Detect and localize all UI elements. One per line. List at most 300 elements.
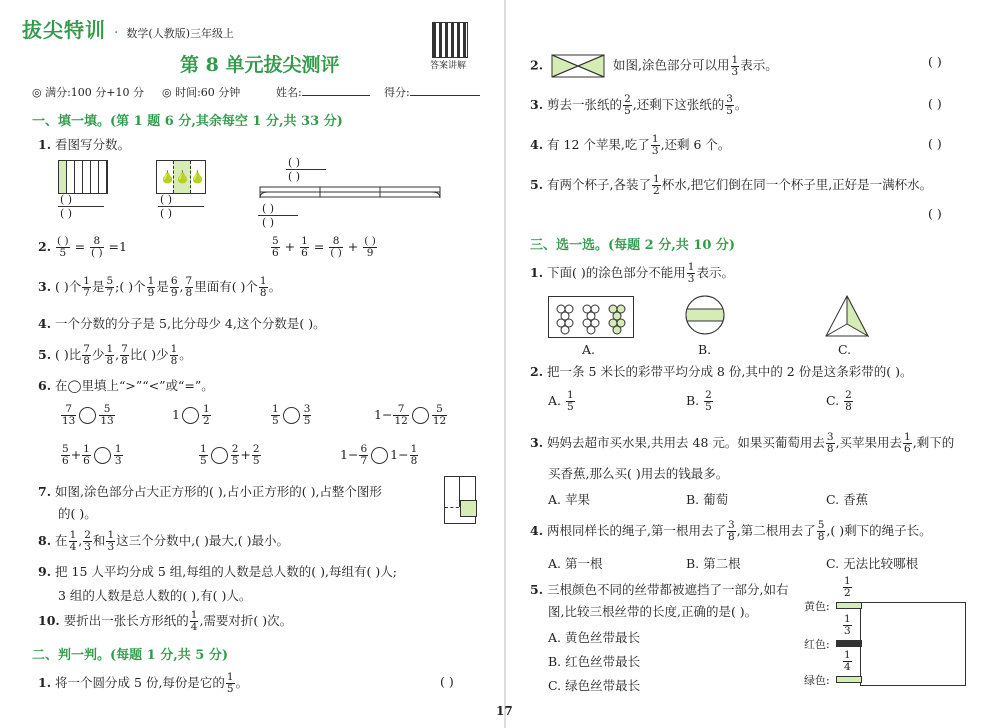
question-number: 2.	[38, 239, 52, 254]
choice-5-line-1	[530, 580, 789, 598]
text-segment: 三根颜色不同的丝带都被遮挡了一部分,如右	[547, 582, 789, 597]
ribbon-green-label: 绿色:	[804, 674, 830, 687]
fraction-numerator: 7	[393, 404, 408, 416]
choice-4-option-c[interactable]: C. 无法比较哪根	[826, 556, 919, 571]
fraction-denominator: 8	[106, 355, 114, 367]
fraction-denominator: 8	[83, 355, 90, 367]
fraction-numerator: 2	[231, 443, 239, 455]
fraction-denominator: 8	[845, 401, 852, 413]
fraction-numerator: 1	[106, 343, 114, 355]
page-gutter	[504, 0, 506, 728]
fraction-numerator: 1	[687, 261, 695, 273]
text-segment: 。	[179, 347, 192, 362]
text-segment: 是	[91, 279, 105, 294]
fraction-numerator: ( )	[57, 235, 69, 247]
text-segment: =1	[108, 239, 127, 254]
text-segment: +	[240, 447, 251, 462]
judge-5-prompt	[530, 174, 932, 197]
fraction	[105, 344, 114, 367]
fraction-denominator: 13	[62, 415, 76, 427]
q1-answer-3a-den[interactable]: ( )	[288, 170, 301, 183]
q6-prompt	[38, 376, 214, 394]
question-number: 1.	[530, 265, 544, 280]
q6-compare-5[interactable]	[60, 444, 124, 467]
q1-figure-pears: 🍐 🍐 🍐	[156, 160, 206, 194]
text-segment: 。	[235, 675, 249, 690]
q1-answer-2-den[interactable]: ( )	[160, 207, 173, 220]
q1-answer-3b-den[interactable]: ( )	[262, 216, 275, 229]
q1-figure-line	[258, 184, 442, 200]
fraction-denominator: 8	[817, 531, 825, 543]
q6-compare-4[interactable]	[374, 404, 448, 427]
qr-label: 答案讲解	[430, 61, 467, 71]
fraction	[725, 94, 734, 117]
text-segment: A.	[548, 393, 562, 408]
text-segment: ( )个	[55, 279, 82, 294]
text-segment: 里面有( )个	[194, 279, 258, 294]
fraction-denominator: 5	[252, 455, 260, 467]
fraction	[623, 94, 632, 117]
fraction	[199, 444, 208, 467]
fraction	[704, 390, 713, 413]
fraction	[190, 610, 199, 633]
q8-prompt	[38, 530, 289, 553]
text-segment: 如图,涂色部分可以用	[613, 57, 730, 73]
question-number: 5.	[530, 582, 544, 597]
question-number: 7.	[38, 484, 52, 499]
ribbon-green-fraction	[842, 650, 853, 673]
fraction	[82, 276, 91, 299]
text-segment: 下面( )的涂色部分不能用	[547, 265, 686, 280]
fraction-denominator: 7	[106, 287, 114, 299]
compare-circle	[412, 407, 429, 424]
q4-prompt	[38, 314, 326, 332]
text-segment: 将一个圆分成 5 份,每份是它的	[55, 675, 225, 690]
q10-prompt	[38, 610, 292, 633]
q6-compare-3[interactable]	[270, 404, 312, 427]
section-fill-title: 一、填一填。(第 1 题 6 分,其余每空 1 分,共 33 分)	[32, 114, 343, 129]
fraction-numerator: 1	[410, 443, 418, 455]
fraction	[359, 444, 368, 467]
fraction-denominator: 9	[366, 247, 374, 259]
q2-equation-2	[270, 236, 378, 259]
question-number: 8.	[38, 533, 52, 548]
text-segment: 1	[172, 407, 180, 422]
time-info: ◎ 时间:60 分钟	[162, 86, 241, 99]
fraction-numerator: 1	[844, 575, 851, 587]
q9-line-2: 3 组的人数是总人数的( ),有( )人。	[58, 588, 252, 603]
question-number: 6.	[38, 378, 52, 393]
logo-text: 拔尖特训	[22, 18, 106, 42]
question-number: 4.	[530, 137, 544, 152]
text-segment: =	[74, 239, 86, 254]
fraction-denominator: 4	[844, 661, 851, 673]
ribbon-red-label: 红色:	[804, 638, 830, 651]
question-number: 1.	[38, 137, 52, 152]
text-segment: B.	[686, 393, 700, 408]
choice-5-option-b[interactable]: B. 红色丝带最长	[548, 654, 641, 669]
fraction	[393, 404, 408, 427]
text-segment: 妈妈去超市买水果,共用去 48 元。如果买葡萄用去	[547, 435, 825, 450]
fraction-denominator: 7	[360, 455, 368, 467]
fraction-denominator: 4	[190, 621, 198, 633]
choice-1-figure-a	[548, 296, 634, 338]
fraction-numerator: 2	[705, 389, 712, 401]
fraction-denominator: 3	[651, 145, 659, 157]
qr-code-icon[interactable]	[432, 22, 468, 58]
fraction-denominator: 3	[687, 273, 695, 285]
compare-circle	[182, 407, 199, 424]
fraction-numerator: 3	[726, 93, 733, 105]
fraction	[82, 444, 91, 467]
question-number: 5.	[38, 347, 52, 362]
fraction-numerator: 3	[728, 519, 735, 531]
fraction-denominator: 4	[69, 541, 77, 553]
score-label: 得分:	[384, 86, 410, 99]
choice-5-option-a[interactable]: A. 黄色丝带最长	[548, 630, 640, 645]
text-segment: ;( )个	[115, 279, 146, 294]
fraction-denominator: 8	[410, 455, 418, 467]
text-segment: +	[70, 447, 82, 462]
fraction-numerator: 1	[107, 529, 115, 541]
fraction-numerator: 1	[83, 275, 90, 287]
choice-4-prompt	[530, 520, 932, 543]
fraction	[170, 344, 179, 367]
fraction-numerator: 1	[202, 403, 210, 415]
fraction-denominator: 8	[728, 531, 735, 543]
q6-compare-2[interactable]	[172, 404, 212, 427]
q2-frac-b	[90, 236, 104, 259]
fraction	[687, 262, 696, 285]
fraction	[105, 276, 114, 299]
fraction-denominator: 8	[121, 355, 128, 367]
text-segment: 比( )少	[129, 347, 169, 362]
text-segment: ,买苹果用去	[835, 435, 903, 450]
judge-1-answer[interactable]: ( )	[440, 674, 454, 689]
compare-circle	[211, 447, 228, 464]
choice-2-prompt	[530, 362, 912, 380]
fraction-numerator: 1	[83, 443, 90, 455]
fraction-numerator: 8	[329, 236, 343, 248]
fraction-denominator: 3	[84, 541, 91, 553]
fraction	[226, 672, 235, 695]
fraction-denominator: 2	[844, 587, 851, 599]
fraction	[731, 55, 740, 78]
fraction-numerator: 1	[200, 443, 207, 455]
grapes-icon	[549, 297, 633, 337]
fraction-denominator: 5	[231, 455, 239, 467]
fraction	[652, 174, 661, 197]
text-segment: 要折出一张长方形纸的	[63, 613, 189, 628]
fraction-numerator: 1	[190, 609, 198, 621]
fraction-denominator: 3	[107, 541, 115, 553]
text-segment: 。	[734, 97, 748, 112]
fraction	[202, 404, 211, 427]
fraction-denominator: 9	[170, 287, 178, 299]
text-segment: 如图,涂色部分占大正方形的( ),占小正方形的( ),占整个图形	[55, 484, 382, 499]
fraction	[826, 432, 835, 455]
q1-prompt	[38, 135, 130, 153]
q7-figure	[444, 476, 476, 524]
fraction-denominator: 12	[432, 415, 447, 427]
fraction	[566, 390, 575, 413]
choice-5-line-2: 图,比较三根丝带的长度,正确的是( )。	[548, 604, 758, 619]
name-label: 姓名:	[276, 86, 302, 99]
fraction-denominator: 5	[567, 401, 574, 413]
fraction-denominator: 9	[147, 287, 155, 299]
q2-equation-1	[38, 236, 127, 259]
text-segment: 少	[91, 347, 105, 362]
fraction-denominator: ( )	[91, 247, 103, 259]
fraction	[903, 432, 912, 455]
q1-figure-bars	[58, 160, 108, 194]
text-segment: 看图写分数。	[55, 137, 131, 152]
text-segment: 杯水,把它们倒在同一个杯子里,正好是一满杯水。	[661, 177, 933, 192]
page-number: 17	[496, 704, 513, 718]
fraction	[300, 236, 309, 259]
choice-1-label-c[interactable]: C.	[838, 342, 852, 357]
page-title: 第 8 单元拔尖测评	[180, 54, 340, 76]
fraction	[147, 276, 156, 299]
fraction	[61, 444, 70, 467]
question-number: 9.	[38, 564, 52, 579]
question-number: 3.	[38, 279, 52, 294]
fraction-denominator: 8	[170, 355, 178, 367]
fraction	[432, 404, 447, 427]
text-segment: ,	[78, 533, 83, 548]
compare-circle	[94, 447, 111, 464]
fraction-numerator: 1	[567, 389, 574, 401]
question-number: 2.	[530, 57, 544, 73]
fraction	[817, 520, 826, 543]
fraction	[106, 530, 115, 553]
text-segment: 是	[156, 279, 169, 294]
fraction-numerator: 6	[170, 275, 178, 287]
fraction	[844, 390, 853, 413]
fraction-denominator: 8	[185, 287, 193, 299]
fraction-numerator: 7	[121, 343, 128, 355]
text-segment: ( )比	[55, 347, 82, 362]
judge-4-answer[interactable]: ( )	[928, 136, 942, 151]
fraction	[114, 444, 123, 467]
ribbon-green	[836, 676, 862, 683]
q1-answer-1-num[interactable]: ( )	[60, 193, 73, 206]
text-segment: ,还剩下这张纸的	[632, 97, 725, 112]
fraction-numerator: 1	[904, 431, 911, 443]
fraction-numerator: 5	[817, 519, 825, 531]
q6-compare-7[interactable]	[340, 444, 419, 467]
text-segment: 1−	[390, 447, 409, 462]
q1-answer-2-num[interactable]: ( )	[160, 193, 173, 206]
fraction	[271, 236, 280, 259]
q1-answer-3b-num[interactable]: ( )	[262, 202, 275, 215]
fraction-numerator: 2	[252, 443, 260, 455]
judge-3-answer[interactable]: ( )	[928, 96, 942, 111]
fraction	[252, 444, 261, 467]
fraction	[410, 444, 419, 467]
fraction	[69, 530, 78, 553]
choice-3-option-b[interactable]: B. 葡萄	[686, 492, 729, 507]
question-number: 1.	[38, 675, 52, 690]
fraction	[82, 344, 91, 367]
choice-3-line-2: 买香蕉,那么买( )用去的钱最多。	[548, 466, 729, 481]
text-segment: 有两个杯子,各装了	[547, 177, 652, 192]
question-number: 2.	[530, 364, 544, 379]
fraction	[843, 576, 852, 599]
fraction-numerator: 1	[259, 275, 267, 287]
text-segment: 剪去一张纸的	[547, 97, 623, 112]
q1-answer-3a-num[interactable]: ( )	[288, 156, 301, 169]
fraction	[61, 404, 76, 427]
fraction-denominator: 5	[726, 105, 733, 117]
fraction-numerator: 2	[624, 93, 631, 105]
ribbon-red-fraction	[842, 614, 853, 637]
fraction-denominator: 3	[844, 625, 851, 637]
fraction	[363, 236, 377, 259]
ribbon-yellow-label: 黄色:	[804, 600, 830, 613]
fraction	[843, 614, 852, 637]
choice-3-line-1	[530, 432, 954, 455]
fraction-denominator: 6	[904, 443, 911, 455]
compare-circle	[371, 447, 388, 464]
fraction-numerator: ( )	[364, 235, 376, 247]
ribbon-red	[836, 640, 862, 647]
choice-4-option-a[interactable]: A. 第一根	[548, 556, 603, 571]
q6-compare-1[interactable]	[60, 404, 116, 427]
text-segment: 和	[92, 533, 106, 548]
text-segment: C.	[826, 393, 840, 408]
fraction-denominator: 5	[303, 415, 311, 427]
text-segment: 表示。	[740, 57, 778, 73]
fraction-numerator: 1	[170, 343, 178, 355]
text-segment: =	[313, 239, 325, 254]
fraction-denominator: 6	[272, 247, 279, 259]
text-segment: ,	[179, 279, 184, 294]
fraction-denominator: 3	[114, 455, 122, 467]
q1-answer-1-den[interactable]: ( )	[60, 207, 73, 220]
logo-dot: ·	[113, 25, 119, 41]
section-judge-title: 二、判一判。(每题 1 分,共 5 分)	[32, 648, 229, 663]
q7-line-2: 的( )。	[58, 506, 97, 521]
compare-circle	[79, 407, 96, 424]
fraction-numerator: 5	[272, 235, 279, 247]
fraction-numerator: 5	[99, 404, 114, 416]
choice-2-option-c[interactable]	[826, 390, 854, 413]
judge-5-answer[interactable]: ( )	[928, 206, 942, 221]
choice-5-option-c[interactable]: C. 绿色丝带最长	[548, 678, 641, 693]
question-number: 4.	[530, 523, 544, 538]
question-number: 4.	[38, 316, 52, 331]
fraction-numerator: 3	[826, 431, 834, 443]
choice-1-figure-b	[684, 294, 726, 336]
score-field[interactable]	[384, 84, 480, 100]
fraction-numerator: 1	[844, 613, 851, 625]
q9-line-1	[38, 562, 397, 580]
q6-compare-6[interactable]	[198, 444, 262, 467]
fraction-denominator: 2	[202, 415, 210, 427]
fraction-denominator: 5	[272, 415, 279, 427]
text-segment: ,剩下的	[912, 435, 955, 450]
fraction-numerator: 7	[185, 275, 193, 287]
score-info: ◎ 满分:100 分+10 分	[32, 86, 145, 99]
fraction-numerator: 5	[432, 404, 447, 416]
judge-3-prompt	[530, 94, 747, 117]
fraction-denominator: 12	[394, 415, 408, 427]
q2-frac-a	[56, 236, 70, 259]
fraction	[185, 276, 194, 299]
fraction-denominator: 5	[59, 247, 67, 259]
q5-prompt	[38, 344, 192, 367]
fraction-numerator: 1	[272, 403, 279, 415]
fraction-numerator: 8	[90, 236, 104, 248]
fraction	[231, 444, 240, 467]
choice-3-option-a[interactable]: A. 苹果	[548, 492, 590, 507]
text-segment: 表示。	[696, 265, 734, 280]
fraction-numerator: 6	[360, 443, 368, 455]
text-segment: ,( )剩下的绳子长。	[826, 523, 932, 538]
question-number: 3.	[530, 97, 544, 112]
text-segment: +	[284, 239, 296, 254]
fraction-denominator: 6	[62, 455, 69, 467]
fraction-numerator: 1	[69, 529, 77, 541]
q7-line-1	[38, 482, 382, 500]
choice-2-option-a[interactable]	[548, 390, 576, 413]
fraction	[271, 404, 280, 427]
fraction	[170, 276, 179, 299]
judge-1-prompt	[38, 672, 248, 695]
fraction	[99, 404, 114, 427]
fraction-denominator: 13	[100, 415, 114, 427]
judge-4-prompt	[530, 134, 730, 157]
fraction-denominator: 5	[200, 455, 207, 467]
choice-1-label-b[interactable]: B.	[698, 342, 712, 357]
fraction-numerator: 1	[301, 235, 308, 247]
fraction-numerator: 1	[651, 133, 659, 145]
name-field[interactable]	[276, 84, 370, 100]
text-segment: 1−	[340, 447, 359, 462]
fraction-denominator: 5	[705, 401, 712, 413]
text-segment: 这三个分数中,( )最大,( )最小。	[116, 533, 290, 548]
fraction-denominator: 8	[259, 287, 267, 299]
choice-5-cover-box	[860, 602, 966, 686]
compare-circle	[283, 407, 300, 424]
choice-2-option-b[interactable]	[686, 390, 714, 413]
question-number: 5.	[530, 177, 544, 192]
choice-3-option-c[interactable]: C. 香蕉	[826, 492, 869, 507]
fraction-denominator: 7	[83, 287, 90, 299]
text-segment: ,还剩 6 个。	[660, 137, 731, 152]
text-segment: 在	[55, 533, 68, 548]
text-segment: +	[347, 239, 359, 254]
judge-2-prompt	[530, 54, 778, 78]
fraction-numerator: 3	[303, 403, 311, 415]
fraction-numerator: 1	[147, 275, 155, 287]
fraction	[120, 344, 129, 367]
fraction-numerator: 5	[106, 275, 114, 287]
fraction-numerator: 5	[62, 443, 69, 455]
fraction-denominator: 5	[226, 683, 234, 695]
fraction-numerator: 2	[84, 529, 91, 541]
question-number: 3.	[530, 435, 544, 450]
text-segment: 有 12 个苹果,吃了	[547, 137, 650, 152]
choice-1-label-a[interactable]: A.	[582, 342, 596, 357]
text-segment: ,	[115, 347, 120, 362]
text-segment: 1−	[374, 407, 393, 422]
fraction-numerator: 1	[653, 173, 660, 185]
judge-2-answer[interactable]: ( )	[928, 54, 942, 69]
choice-4-option-b[interactable]: B. 第二根	[686, 556, 741, 571]
fraction-denominator: ( )	[330, 247, 342, 259]
